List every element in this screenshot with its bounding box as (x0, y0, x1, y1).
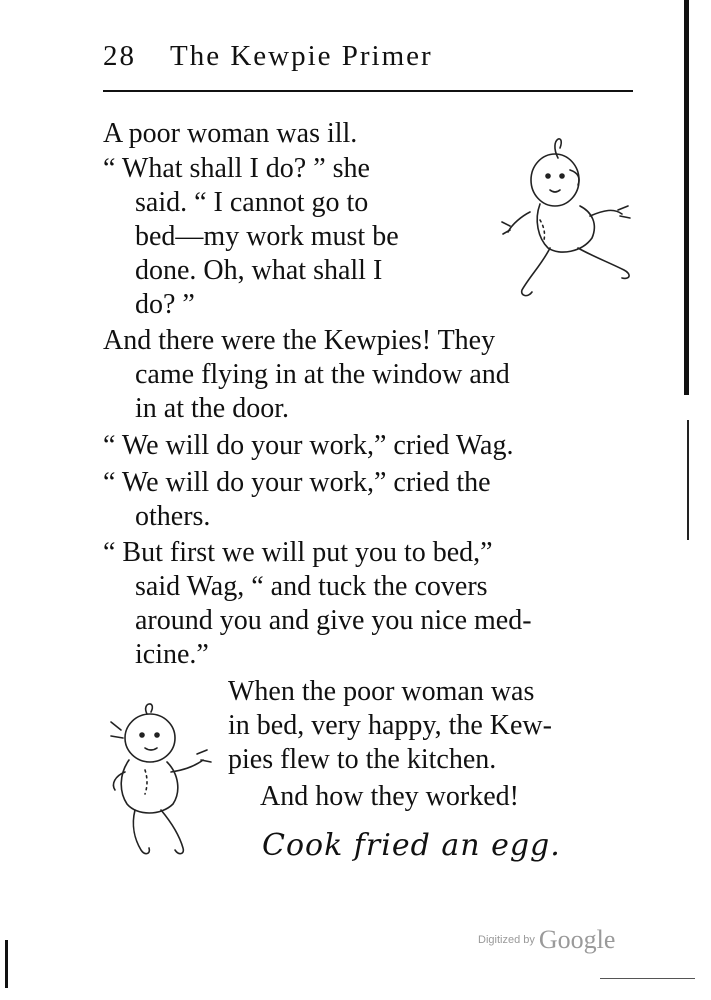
kewpie-illustration-top (500, 130, 640, 305)
text-line: “ We will do your work,” cried Wag. (103, 430, 514, 461)
paragraph-4 (103, 429, 513, 463)
paragraph-7 (228, 675, 552, 777)
text-line: pies flew to the kitchen. (228, 744, 497, 775)
digitized-watermark (478, 925, 615, 955)
text-line: A poor woman was ill. (103, 118, 358, 149)
text-line: around you and give you nice med- (135, 605, 532, 636)
text-line: in at the door. (135, 393, 289, 424)
text-line: And how they worked! (260, 781, 519, 812)
text-line: others. (135, 501, 211, 532)
text-line: came flying in at the window and (135, 359, 510, 390)
book-title: The Kewpie Primer (170, 40, 433, 72)
text-line: When the poor woman was (228, 676, 535, 707)
text-line: said. “ I cannot go to (135, 187, 369, 218)
scan-edge-mark-lower (687, 420, 689, 540)
text-line: And there were the Kewpies! They (103, 325, 496, 356)
cursive-caption: Cook fried an egg. (262, 828, 561, 863)
text-line: in bed, very happy, the Kew- (228, 710, 552, 741)
header-rule (103, 90, 633, 92)
text-line: “ But first we will put you to bed,” (103, 537, 493, 568)
paragraph-3 (103, 324, 510, 426)
scan-bottom-line (600, 978, 695, 979)
text-line: bed—my work must be (135, 221, 399, 252)
page-header (103, 40, 433, 73)
paragraph-6 (103, 536, 532, 672)
paragraph-8 (260, 780, 519, 814)
kewpie-illustration-bottom (105, 700, 220, 865)
scan-corner-mark (5, 940, 8, 988)
paragraph-5 (103, 466, 491, 534)
scan-edge-mark (684, 0, 689, 395)
text-line: “ We will do your work,” cried the (103, 467, 491, 498)
watermark-prefix: Digitized by (478, 934, 535, 946)
text-line: done. Oh, what shall I (135, 255, 383, 286)
paragraph-1 (103, 117, 357, 151)
text-line: icine.” (135, 639, 209, 670)
text-line: do? ” (135, 289, 195, 320)
text-line: “ What shall I do? ” she (103, 153, 370, 184)
paragraph-2 (103, 152, 399, 322)
text-line: said Wag, “ and tuck the covers (135, 571, 488, 602)
watermark-brand: Google (538, 925, 616, 954)
page-number: 28 (103, 40, 136, 72)
